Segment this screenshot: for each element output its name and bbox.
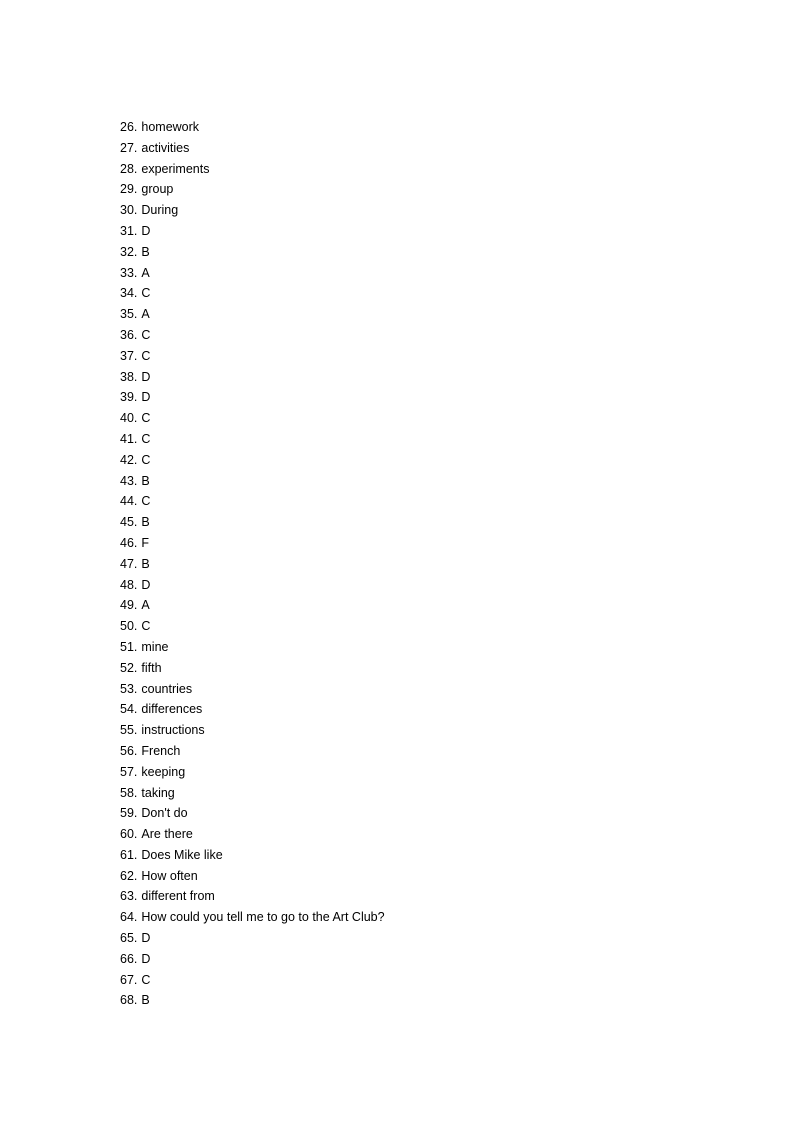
answer-item — [120, 304, 385, 325]
answer-number: 65. — [120, 931, 138, 946]
answer-text: During — [141, 203, 179, 218]
answer-number: 63. — [120, 889, 138, 904]
answer-item — [120, 408, 385, 429]
answer-item — [120, 325, 385, 346]
answer-item — [120, 179, 385, 200]
answer-number: 51. — [120, 639, 138, 654]
answer-item — [120, 575, 385, 596]
answer-item — [120, 512, 385, 533]
answer-item — [120, 845, 385, 866]
answer-item — [120, 720, 385, 741]
answer-text: keeping — [141, 764, 186, 779]
answer-item — [120, 741, 385, 762]
answer-item — [120, 949, 385, 970]
answer-number: 46. — [120, 535, 138, 550]
answer-text: group — [141, 182, 174, 197]
answer-number: 47. — [120, 556, 138, 571]
answer-number: 59. — [120, 806, 138, 821]
answer-number: 30. — [120, 203, 138, 218]
answer-number: 41. — [120, 431, 138, 446]
answer-item — [120, 554, 385, 575]
answer-text: French — [141, 743, 181, 758]
answer-number: 62. — [120, 868, 138, 883]
answer-item — [120, 387, 385, 408]
answer-item — [120, 117, 385, 138]
answer-list — [120, 117, 385, 1011]
answer-text: instructions — [141, 723, 205, 738]
answer-text: D — [141, 390, 151, 405]
answer-item — [120, 866, 385, 887]
answer-number: 35. — [120, 307, 138, 322]
answer-item — [120, 471, 385, 492]
answer-text: C — [141, 348, 151, 363]
answer-number: 40. — [120, 411, 138, 426]
answer-text: Are there — [141, 827, 193, 842]
answer-text: How could you tell me to go to the Art Club? — [141, 910, 385, 925]
answer-text: B — [141, 993, 150, 1008]
answer-text: activities — [141, 140, 190, 155]
answer-text: Does Mike like — [141, 847, 223, 862]
answer-text: A — [141, 265, 150, 280]
answer-number: 28. — [120, 161, 138, 176]
answer-item — [120, 907, 385, 928]
answer-number: 44. — [120, 494, 138, 509]
answer-number: 52. — [120, 660, 138, 675]
answer-item — [120, 679, 385, 700]
answer-number: 34. — [120, 286, 138, 301]
answer-number: 66. — [120, 951, 138, 966]
answer-item — [120, 824, 385, 845]
answer-item — [120, 803, 385, 824]
answer-text: C — [141, 431, 151, 446]
answer-text: F — [141, 535, 150, 550]
answer-item — [120, 159, 385, 180]
answer-number: 49. — [120, 598, 138, 613]
answer-text: experiments — [141, 161, 210, 176]
answer-text: C — [141, 411, 151, 426]
answer-item — [120, 138, 385, 159]
answer-item — [120, 221, 385, 242]
answer-item — [120, 533, 385, 554]
answer-number: 68. — [120, 993, 138, 1008]
answer-text: C — [141, 619, 151, 634]
answer-number: 33. — [120, 265, 138, 280]
answer-text: D — [141, 951, 151, 966]
answer-number: 54. — [120, 702, 138, 717]
answer-item — [120, 990, 385, 1011]
answer-text: countries — [141, 681, 193, 696]
answer-number: 42. — [120, 452, 138, 467]
answer-number: 50. — [120, 619, 138, 634]
answer-number: 61. — [120, 847, 138, 862]
answer-item — [120, 367, 385, 388]
answer-item — [120, 970, 385, 991]
answer-item — [120, 429, 385, 450]
answer-number: 39. — [120, 390, 138, 405]
answer-text: C — [141, 286, 151, 301]
answer-text: D — [141, 931, 151, 946]
answer-item — [120, 242, 385, 263]
answer-text: C — [141, 494, 151, 509]
answer-number: 36. — [120, 327, 138, 342]
answer-text: C — [141, 972, 151, 987]
answer-text: differences — [141, 702, 203, 717]
answer-item — [120, 283, 385, 304]
answer-item — [120, 450, 385, 471]
answer-text: D — [141, 577, 151, 592]
answer-number: 38. — [120, 369, 138, 384]
answer-text: Don't do — [141, 806, 188, 821]
answer-text: homework — [141, 120, 200, 134]
answer-text: C — [141, 327, 151, 342]
answer-item — [120, 263, 385, 284]
answer-text: taking — [141, 785, 175, 800]
answer-number: 55. — [120, 723, 138, 738]
answer-item — [120, 637, 385, 658]
answer-item — [120, 886, 385, 907]
answer-number: 45. — [120, 515, 138, 530]
answer-item — [120, 762, 385, 783]
answer-item — [120, 658, 385, 679]
answer-text: different from — [141, 889, 215, 904]
answer-number: 37. — [120, 348, 138, 363]
answer-number: 26. — [120, 120, 138, 134]
answer-number: 48. — [120, 577, 138, 592]
answer-text: fifth — [141, 660, 162, 675]
answer-item — [120, 699, 385, 720]
answer-number: 31. — [120, 223, 138, 238]
answer-number: 60. — [120, 827, 138, 842]
answer-number: 64. — [120, 910, 138, 925]
answer-text: B — [141, 556, 150, 571]
answer-number: 53. — [120, 681, 138, 696]
answer-item — [120, 928, 385, 949]
answer-item — [120, 616, 385, 637]
answer-item — [120, 595, 385, 616]
answer-text: How often — [141, 868, 198, 883]
answer-text: C — [141, 452, 151, 467]
answer-number: 58. — [120, 785, 138, 800]
answer-text: A — [141, 307, 150, 322]
answer-text: B — [141, 244, 150, 259]
answer-number: 56. — [120, 743, 138, 758]
answer-text: B — [141, 515, 150, 530]
answer-item — [120, 491, 385, 512]
answer-text: B — [141, 473, 150, 488]
answer-number: 27. — [120, 140, 138, 155]
answer-text: D — [141, 223, 151, 238]
answer-number: 32. — [120, 244, 138, 259]
answer-item — [120, 783, 385, 804]
answer-text: A — [141, 598, 150, 613]
answer-text: mine — [141, 639, 169, 654]
answer-text: D — [141, 369, 151, 384]
answer-number: 57. — [120, 764, 138, 779]
answer-item — [120, 346, 385, 367]
answer-number: 43. — [120, 473, 138, 488]
answer-item — [120, 200, 385, 221]
answer-number: 67. — [120, 972, 138, 987]
answer-number: 29. — [120, 182, 138, 197]
